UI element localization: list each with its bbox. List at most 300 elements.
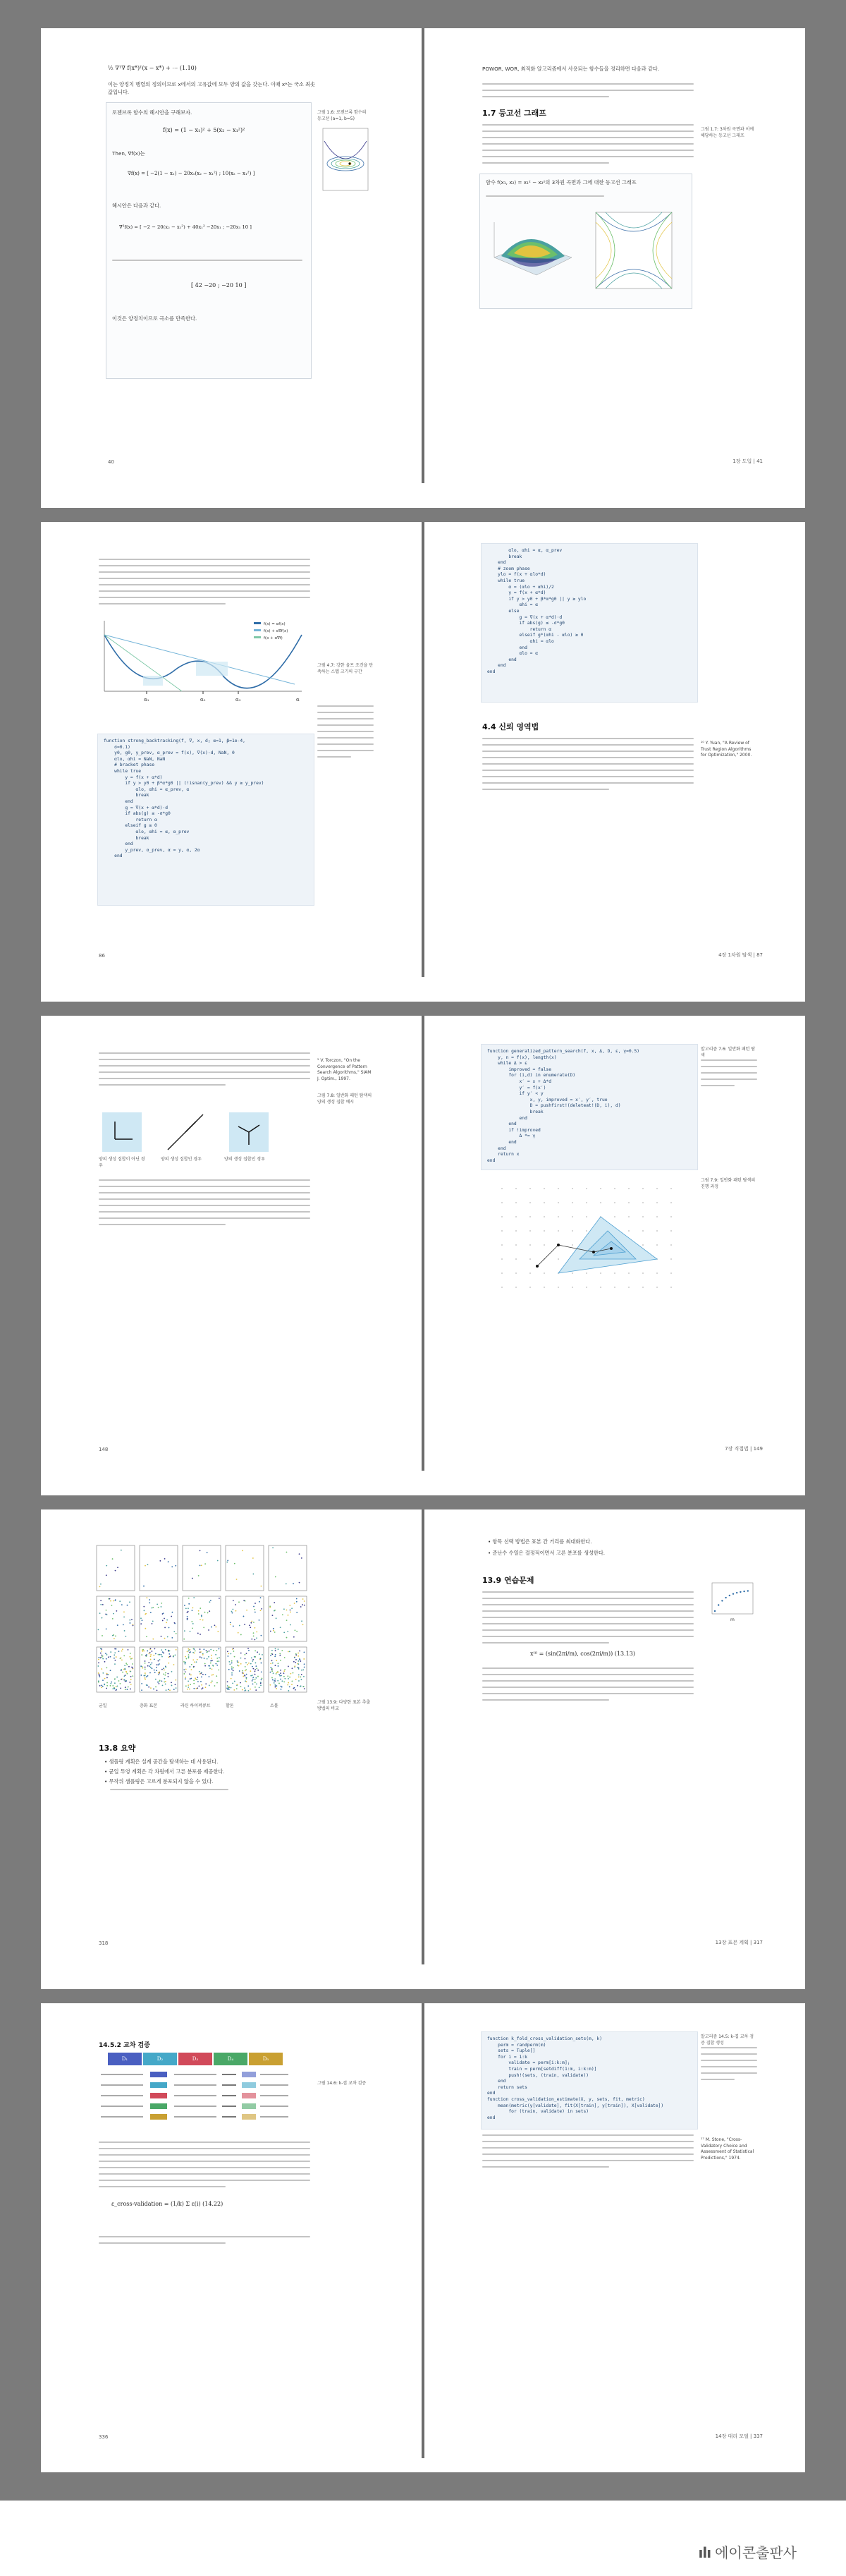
sample-point — [252, 1666, 253, 1667]
conclusion: 이것은 양정치이므로 극소를 만족한다. — [112, 315, 197, 322]
sample-point — [247, 1648, 249, 1649]
sample-point — [286, 1610, 288, 1611]
sample-point — [156, 1667, 157, 1668]
sample-point — [255, 1627, 256, 1629]
sample-point — [143, 1606, 145, 1608]
sample-point — [272, 1679, 274, 1681]
sample-point — [287, 1684, 288, 1686]
sample-point — [304, 1651, 305, 1653]
sample-point — [210, 1600, 212, 1601]
sample-point — [145, 1667, 146, 1668]
sample-point — [129, 1601, 130, 1603]
sample-point — [295, 1659, 297, 1660]
sample-point — [130, 1671, 131, 1672]
sample-point — [228, 1687, 230, 1688]
page-number: 86 — [99, 953, 105, 959]
sample-point — [299, 1651, 300, 1652]
sample-point — [303, 1676, 305, 1677]
sample-point — [144, 1610, 145, 1611]
section-heading: 14.5.2 교차 검증 — [99, 2042, 150, 2049]
sample-point — [192, 1608, 194, 1609]
sample-point — [200, 1651, 201, 1653]
sample-point — [150, 1667, 152, 1668]
sample-point — [150, 1612, 152, 1613]
paragraph-lines — [482, 738, 694, 795]
grid-dot — [572, 1216, 573, 1217]
grid-dot — [642, 1272, 644, 1274]
sample-point — [228, 1689, 230, 1690]
publisher-logo — [699, 2541, 797, 2562]
sample-point — [188, 1651, 190, 1652]
sample-point — [106, 1685, 108, 1687]
plot-point — [729, 1595, 730, 1596]
sample-point — [238, 1632, 239, 1634]
sample-point — [197, 1633, 199, 1634]
sample-point — [212, 1668, 213, 1670]
sample-point — [261, 1679, 262, 1680]
sample-point — [271, 1669, 273, 1670]
sample-point — [273, 1628, 274, 1629]
sample-point — [116, 1677, 118, 1678]
sample-point — [298, 1675, 300, 1676]
sample-point — [274, 1632, 276, 1633]
bullet-text: 항목 선택 방법은 표본 간 거리를 최대화한다. — [492, 1538, 592, 1545]
sample-point — [187, 1618, 188, 1620]
sample-point — [188, 1598, 190, 1599]
grid-dot — [642, 1202, 644, 1203]
grid-dot — [656, 1230, 658, 1232]
sample-point — [200, 1656, 201, 1658]
sample-panel — [182, 1646, 221, 1693]
sample-panel — [268, 1545, 307, 1591]
grid-dot — [628, 1216, 630, 1217]
sample-point — [127, 1689, 128, 1690]
code-block: function k_fold_cross_validation_sets(m, k) perm = randperm(m) sets = Tuple[] for i = 1:k validate = perm[i:k:m]; train = perm[setdiff(1:m, i:k:m)] push!(sets, (train, validate)) end return sets end function cross_validation_estimate(X, y, sets, fit, metric) mean(metric(y[validate], fit(X[train], y[train]), X[validate]) for (train, validate) in sets) end — [481, 2031, 698, 2130]
page-number: 1장 도입 | 41 — [732, 458, 763, 464]
sample-point — [202, 1620, 204, 1621]
sample-point — [227, 1689, 228, 1690]
grid-dot — [656, 1216, 658, 1217]
sample-point — [262, 1654, 263, 1655]
sample-point — [188, 1603, 190, 1605]
sample-point — [257, 1676, 259, 1677]
sample-point — [252, 1668, 254, 1670]
sample-point — [243, 1600, 245, 1601]
sample-point — [196, 1661, 197, 1663]
grid-dot — [544, 1216, 545, 1217]
algorithm-caption: 알고리즘 7.6: 일반화 패턴 탐색 — [701, 1047, 756, 1058]
sample-point — [194, 1661, 195, 1663]
sample-point — [191, 1621, 192, 1622]
sample-point — [101, 1668, 102, 1670]
grid-dot — [544, 1287, 545, 1288]
sample-point — [157, 1682, 159, 1683]
sample-point — [232, 1682, 233, 1684]
hessian-eval: [ 42 −20 ; −20 10 ] — [191, 282, 247, 288]
sample-point — [259, 1658, 261, 1660]
sample-point — [275, 1665, 276, 1666]
sample-point — [260, 1597, 262, 1598]
sample-point — [165, 1672, 166, 1674]
sample-panel — [139, 1545, 178, 1591]
background-band — [0, 2472, 846, 2501]
sample-point — [209, 1676, 210, 1677]
side-note: ¹⁰ Y. Yuan, "A Review of Trust Region Algorithms for Optimization," 2000. — [701, 741, 752, 758]
grid-dot — [558, 1188, 559, 1189]
grid-dot — [600, 1188, 601, 1189]
sample-point — [153, 1689, 154, 1690]
sample-point — [116, 1610, 117, 1612]
grid-dot — [501, 1216, 503, 1217]
grid-dot — [515, 1258, 517, 1260]
grid-dot — [670, 1244, 672, 1246]
sample-point — [256, 1637, 257, 1639]
sample-point — [159, 1659, 161, 1660]
sample-point — [210, 1660, 212, 1662]
sample-point — [166, 1622, 167, 1623]
grid-dot — [628, 1287, 630, 1288]
plot-point — [725, 1597, 726, 1598]
sample-point — [165, 1681, 166, 1682]
sample-point — [202, 1654, 204, 1655]
sample-point — [158, 1654, 159, 1655]
sample-point — [253, 1635, 255, 1636]
sample-point — [118, 1680, 120, 1682]
grid-dot — [670, 1216, 672, 1217]
sample-point — [141, 1683, 142, 1684]
figure-caption: 그림 4.7: 강한 울프 조건을 만족하는 스텝 크기의 구간 — [317, 663, 374, 674]
sample-point — [271, 1670, 273, 1672]
sample-point — [214, 1624, 216, 1626]
sample-point — [300, 1677, 302, 1678]
sample-point — [269, 1684, 271, 1686]
sample-point — [162, 1651, 164, 1653]
sample-point — [218, 1670, 219, 1671]
fold-segment: D₃ — [178, 2053, 212, 2065]
sample-point — [299, 1582, 300, 1584]
sample-point — [109, 1598, 111, 1600]
sample-point — [250, 1627, 251, 1628]
sample-point — [112, 1688, 114, 1689]
sample-point — [252, 1675, 253, 1676]
sample-point — [175, 1565, 176, 1567]
equation-13-13: x⁽ⁱ⁾ = (sin(2πi/m), cos(2πi/m)) (13.13) — [530, 1651, 635, 1657]
sample-point — [215, 1663, 216, 1665]
sample-point — [106, 1565, 107, 1567]
sample-point — [175, 1684, 176, 1685]
sample-point — [152, 1608, 153, 1609]
sample-point — [281, 1675, 282, 1677]
sample-point — [250, 1622, 252, 1624]
grid-dot — [572, 1287, 573, 1288]
sample-point — [257, 1651, 258, 1653]
sample-point — [250, 1663, 252, 1665]
column-label: 소볼 — [270, 1703, 278, 1708]
grid-dot — [558, 1230, 559, 1232]
sample-point — [195, 1677, 196, 1679]
sample-point — [150, 1654, 152, 1655]
example-box — [106, 102, 312, 379]
figure-caption: 그림 13.9: 다양한 표본 추출 방법의 비교 — [317, 1700, 371, 1711]
sample-point — [209, 1601, 211, 1603]
sample-point — [283, 1676, 285, 1677]
sample-point — [276, 1688, 277, 1689]
grid-dot — [670, 1202, 672, 1203]
sample-point — [143, 1651, 145, 1652]
sample-point — [250, 1670, 251, 1672]
sample-point — [145, 1565, 146, 1567]
sample-point — [210, 1663, 212, 1664]
grid-dot — [515, 1272, 517, 1274]
sample-point — [227, 1651, 228, 1652]
sample-point — [190, 1678, 192, 1679]
sample-point — [281, 1689, 282, 1690]
sample-point — [166, 1620, 168, 1621]
sample-point — [278, 1665, 279, 1667]
x-axis-label: m — [730, 1617, 735, 1622]
sample-point — [274, 1684, 276, 1686]
sample-point — [193, 1666, 195, 1667]
sample-point — [195, 1688, 197, 1689]
sample-point — [164, 1638, 166, 1639]
sample-point — [304, 1600, 305, 1602]
sample-point — [114, 1678, 116, 1679]
sample-point — [276, 1617, 277, 1619]
sample-point — [165, 1684, 166, 1685]
sample-point — [130, 1653, 131, 1654]
sample-point — [168, 1656, 169, 1658]
sample-point — [208, 1665, 209, 1667]
sample-point — [192, 1652, 194, 1653]
sample-point — [231, 1666, 233, 1667]
grid-dot — [656, 1188, 658, 1189]
sample-point — [283, 1608, 285, 1610]
sample-point — [114, 1654, 115, 1655]
grid-dot — [614, 1216, 615, 1217]
sample-point — [278, 1674, 280, 1675]
sample-point — [237, 1684, 238, 1685]
sample-point — [100, 1653, 102, 1654]
sample-point — [189, 1673, 190, 1675]
sample-point — [148, 1662, 149, 1663]
sample-point — [127, 1605, 128, 1606]
grid-dot — [670, 1287, 672, 1288]
sample-point — [190, 1684, 191, 1685]
sample-point — [152, 1639, 154, 1640]
sample-point — [232, 1612, 233, 1614]
sample-point — [185, 1669, 187, 1670]
sample-point — [190, 1651, 191, 1653]
sample-point — [288, 1678, 289, 1679]
sample-point — [164, 1675, 166, 1676]
sample-point — [289, 1605, 290, 1606]
sample-point — [121, 1679, 122, 1680]
sample-point — [106, 1610, 107, 1611]
sample-point — [157, 1664, 158, 1665]
sample-point — [171, 1637, 173, 1639]
sample-point — [240, 1658, 242, 1659]
sample-point — [124, 1675, 125, 1677]
spread-3 — [41, 1016, 805, 1495]
sample-point — [100, 1604, 102, 1605]
figure-caption: 그림 1.6: 로젠브록 함수의 등고선 (a=1, b=5) — [317, 110, 367, 121]
fold-segment: D₄ — [214, 2053, 247, 2065]
sample-point — [99, 1612, 101, 1614]
grid-dot — [614, 1188, 615, 1189]
sample-point — [162, 1620, 164, 1622]
sample-point — [106, 1574, 107, 1576]
sample-point — [261, 1671, 262, 1672]
sample-point — [297, 1667, 298, 1668]
sample-point — [271, 1650, 273, 1651]
sample-point — [205, 1687, 207, 1688]
sample-point — [290, 1673, 291, 1675]
grid-dot — [586, 1287, 587, 1288]
sample-point — [149, 1665, 150, 1667]
sample-point — [164, 1618, 165, 1620]
sample-point — [247, 1664, 248, 1665]
sample-point — [114, 1658, 115, 1659]
grid-dot — [501, 1272, 503, 1274]
sample-point — [155, 1687, 157, 1688]
sample-point — [245, 1680, 246, 1682]
sample-point — [250, 1675, 252, 1677]
sample-point — [259, 1653, 260, 1655]
sample-point — [231, 1675, 233, 1676]
sample-point — [161, 1669, 163, 1670]
sample-point — [163, 1667, 164, 1669]
sample-point — [106, 1654, 108, 1655]
sample-point — [161, 1654, 162, 1655]
sample-point — [106, 1674, 108, 1675]
sample-point — [145, 1613, 147, 1615]
sample-point — [251, 1621, 252, 1622]
sample-point — [106, 1677, 108, 1679]
sample-point — [155, 1653, 157, 1655]
sample-point — [149, 1599, 150, 1600]
sample-point — [157, 1603, 158, 1605]
plot-point — [743, 1591, 744, 1592]
sample-point — [145, 1663, 146, 1664]
sample-point — [238, 1665, 240, 1667]
paragraph-lines — [99, 2141, 310, 2192]
sample-point — [158, 1664, 159, 1665]
sample-point — [279, 1655, 281, 1656]
sample-point — [219, 1598, 220, 1599]
sample-point — [102, 1658, 104, 1660]
sample-point — [145, 1628, 146, 1629]
sample-point — [188, 1687, 189, 1688]
sample-point — [152, 1667, 153, 1669]
contour-plot — [321, 127, 369, 192]
sample-point — [156, 1670, 157, 1671]
sample-point — [120, 1683, 121, 1684]
sample-panel — [96, 1596, 135, 1642]
sampling-grid — [96, 1545, 307, 1700]
figure-box — [479, 174, 692, 309]
sample-panel — [139, 1596, 178, 1642]
sample-point — [146, 1654, 147, 1655]
grid-dot — [586, 1272, 587, 1274]
sample-point — [204, 1658, 205, 1659]
paragraph-lines — [482, 2134, 694, 2173]
sample-point — [123, 1655, 125, 1656]
sample-point — [145, 1672, 146, 1674]
sample-point — [200, 1619, 201, 1620]
sample-point — [112, 1685, 114, 1687]
sample-point — [197, 1659, 198, 1660]
sample-point — [207, 1612, 209, 1614]
sample-point — [300, 1660, 301, 1662]
sample-point — [129, 1622, 130, 1624]
sample-point — [173, 1631, 175, 1632]
sample-point — [98, 1674, 99, 1675]
sample-point — [227, 1560, 228, 1562]
sample-point — [291, 1608, 293, 1609]
sample-point — [185, 1671, 186, 1672]
sample-point — [209, 1667, 211, 1669]
sample-point — [183, 1669, 185, 1670]
sample-point — [261, 1608, 262, 1610]
sample-point — [255, 1663, 257, 1664]
sample-point — [158, 1607, 159, 1608]
sample-point — [150, 1655, 152, 1657]
sample-point — [193, 1679, 195, 1681]
sample-point — [126, 1664, 128, 1665]
gradient-label: Then, ∇f(x)는 — [112, 150, 145, 157]
sample-point — [304, 1667, 305, 1668]
sample-point — [192, 1623, 194, 1624]
sample-point — [293, 1672, 294, 1674]
sample-point — [279, 1653, 281, 1655]
sample-point — [294, 1665, 295, 1667]
sample-point — [168, 1650, 169, 1651]
sample-point — [238, 1662, 240, 1663]
grid-dot — [515, 1287, 517, 1288]
sample-panel — [139, 1646, 178, 1693]
legend-item: f(x + α∇f) — [264, 636, 283, 640]
paragraph: 이는 양정치 행렬의 정의이므로 x에서의 고유값에 모두 양의 값을 갖는다. 이때 x*는 국소 최솟값입니다. — [108, 81, 316, 95]
background-band — [0, 28, 41, 2476]
sample-point — [164, 1558, 166, 1560]
page-148 — [41, 1016, 422, 1471]
figure-text: 함수 f(x₁, x₂) = x₁² − x₂²의 3차원 곡면과 그에 대한 등고선 그래프 — [486, 179, 637, 186]
sample-point — [261, 1586, 262, 1587]
alpha-3-label: α₃ — [235, 697, 241, 703]
sample-point — [271, 1660, 273, 1661]
sample-point — [194, 1648, 195, 1650]
sample-point — [261, 1663, 262, 1664]
sample-point — [279, 1675, 281, 1677]
sample-point — [183, 1639, 185, 1640]
sample-point — [98, 1659, 99, 1660]
sample-point — [243, 1616, 245, 1617]
sample-point — [185, 1662, 186, 1663]
sample-point — [100, 1600, 102, 1601]
sample-point — [246, 1653, 247, 1654]
sample-point — [294, 1657, 295, 1658]
sample-point — [124, 1630, 125, 1632]
sample-point — [236, 1688, 238, 1689]
section-heading: 13.9 연습문제 — [482, 1576, 534, 1585]
sample-point — [173, 1655, 174, 1657]
sample-point — [240, 1663, 242, 1665]
sample-point — [295, 1653, 297, 1655]
sample-point — [168, 1689, 169, 1690]
sample-point — [184, 1605, 185, 1606]
sample-point — [131, 1619, 133, 1620]
wolfe-conditions-plot — [97, 614, 309, 705]
